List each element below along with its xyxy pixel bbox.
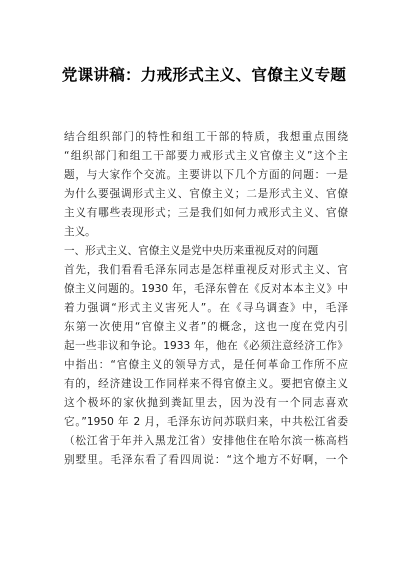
document-title: 党课讲稿：力戒形式主义、官僚主义专题 (61, 66, 347, 84)
body-line: 中指出：“官僚主义的领导方式，是任何革命工作所不应 (64, 359, 348, 371)
body-line: “组织部门和组工干部要力戒形式主义官僚主义”这个主 (64, 150, 348, 162)
body-line: 题，与大家作个交流。主要讲以下几个方面的问题：一是 (64, 169, 348, 181)
section-heading: 一、形式主义、官僚主义是党中央历来重视反对的问题 (64, 245, 319, 257)
body-line: 结合组织部门的特性和组工干部的特质，我想重点围绕 (64, 131, 348, 143)
body-line: 别墅里。毛泽东看了看四周说：“这个地方不好啊，一个 (64, 454, 348, 466)
body-line: 主义。 (64, 226, 96, 238)
body-line: 有的，经济建设工作同样来不得官僚主义。要把官僚主义 (64, 378, 348, 390)
body-line: 起一些非议和争论。1933 年，他在《必须注意经济工作》 (64, 340, 348, 352)
body-line: 着力强调“形式主义害死人”。在《寻乌调查》中，毛泽 (64, 302, 348, 314)
body-line: （松江省于年并入黑龙江省）安排他住在哈尔滨一栋高档 (64, 435, 348, 447)
body-line: 这个极坏的家伙抛到粪缸里去，因为没有一个同志喜欢 (64, 397, 348, 409)
body-line: 主义有哪些表现形式；三是我们如何力戒形式主义、官僚 (64, 207, 348, 219)
body-line: 为什么要强调形式主义、官僚主义；二是形式主义、官僚 (64, 188, 348, 200)
document-body (64, 128, 348, 470)
body-line: 东第一次使用“官僚主义者”的概念，这也一度在党内引 (64, 321, 348, 333)
body-line: 首先，我们看看毛泽东同志是怎样重视反对形式主义、官 (64, 264, 348, 276)
body-line: 它。”1950 年 2 月，毛泽东访问苏联归来，中共松江省委 (64, 416, 348, 428)
body-line: 僚主义问题的。1930 年，毛泽东曾在《反对本本主义》中 (64, 283, 348, 295)
